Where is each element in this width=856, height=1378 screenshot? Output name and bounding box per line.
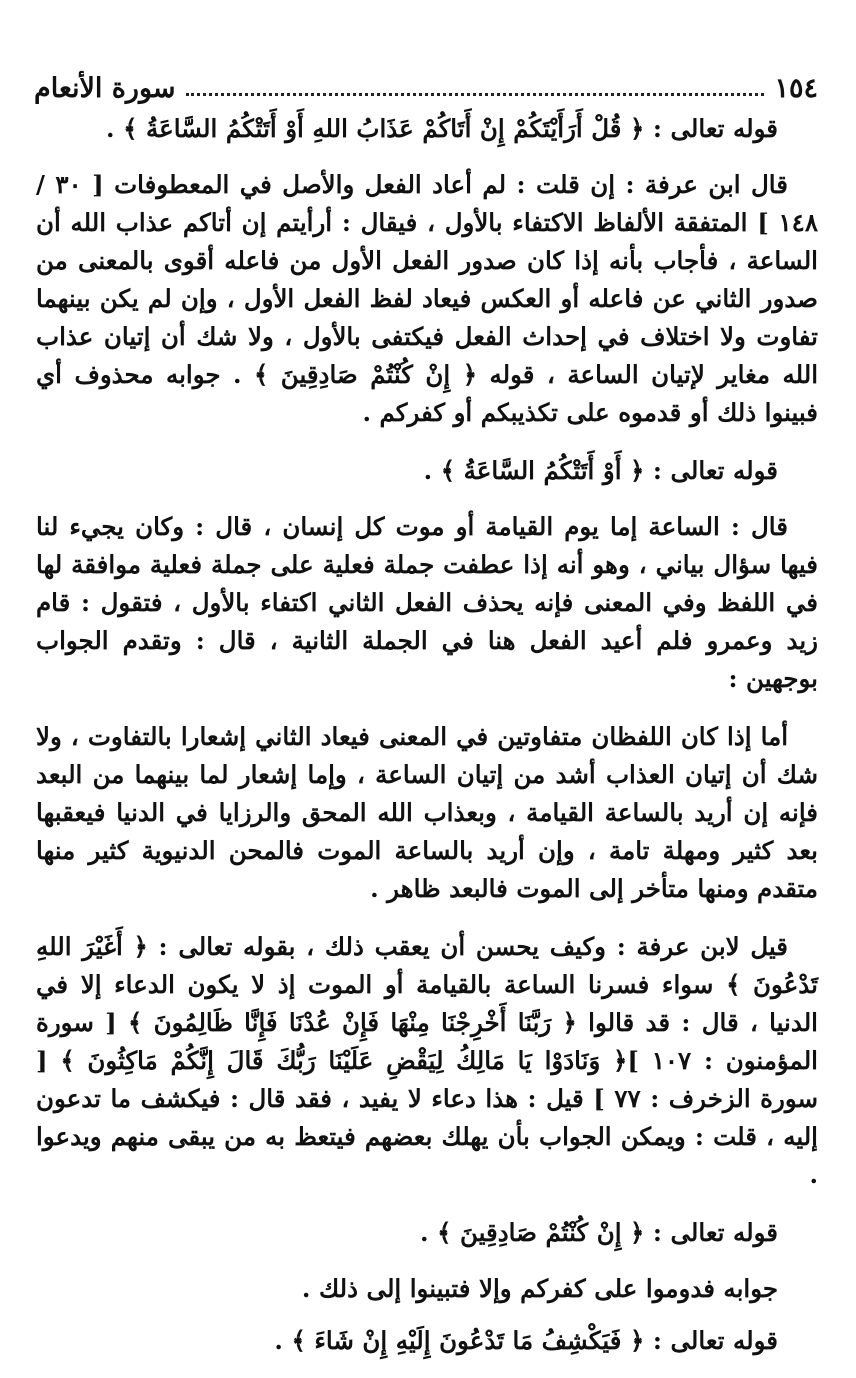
page-header xyxy=(34,66,818,110)
header-dotted-leader xyxy=(186,89,765,96)
verse-heading: قوله تعالى : ﴿ إِنْ كُنْتُمْ صَادِقِينَ ﴾ . xyxy=(420,1218,778,1247)
commentary-line: جوابه فدوموا على كفركم وإلا فتبينوا إلى ذلك . xyxy=(301,1274,778,1303)
surah-title: سورة الأنعام xyxy=(34,72,176,104)
commentary-paragraph: أما إذا كان اللفظان متفاوتين في المعنى فيعاد الثاني إشعارا بالتفاوت ، ولا شك أن إتيان العذاب أشد من إتيان الساعة ، وإما إشعار لما بينهما من البعد فإنه إن أريد بالساعة القيامة ، وبعذاب الله المحق والرزايا في الدنيا فيعقبها بعد كثير ومهلة تامة ، وإن أريد بالساعة الموت فالمحن الدنيوية كثير منها متقدم ومنها متأخر إلى الموت فالبعد ظاهر . xyxy=(36,722,818,903)
verse-heading: قوله تعالى : ﴿ أَوْ أَتَتْكُمُ السَّاعَةُ ﴾ . xyxy=(423,456,778,485)
verse-heading: قوله تعالى : ﴿ قُلْ أَرَأَيْتَكُمْ إِنْ أَتَاكُمْ عَذَابُ اللهِ أَوْ أَتَتْكُمُ السَّاعَةُ ﴾ . xyxy=(106,114,778,143)
commentary-paragraph: قال ابن عرفة : إن قلت : لم أعاد الفعل والأصل في المعطوفات [ ٣٠ / ١٤٨ ] المتفقة الألفاظ الاكتفاء بالأول ، فيقال : أرأيتم إن أتاكم عذاب الله أن الساعة ، فأجاب بأنه إذا كان صدور الفعل الأول من فاعله أقوى بالمعنى من صدور الثاني عن فاعله أو العكس فيعاد لفظ الفعل الأول ، وإن لم يكن بينهما تفاوت ولا اختلاف في إحداث الفعل فيكتفى بالأول ، ولا شك أن إتيان عذاب الله مغاير لإتيان الساعة ، قوله ﴿ إِنْ كُنْتُمْ صَادِقِينَ ﴾ . جوابه محذوف أي فبينوا ذلك أو قدموه على تكذيبكم أو كفركم . xyxy=(36,170,818,427)
verse-heading: قوله تعالى : ﴿ فَيَكْشِفُ مَا تَدْعُونَ إِلَيْهِ إِنْ شَاءَ ﴾ . xyxy=(274,1326,778,1355)
commentary-paragraph: قال : الساعة إما يوم القيامة أو موت كل إنسان ، قال : وكان يجيء لنا فيها سؤال بياني ، وهو أنه إذا عطفت جملة فعلية على جملة فعلية موافقة لها في اللفظ وفي المعنى فإنه يحذف الفعل الثاني اكتفاء بالأول ، فتقول : قام زيد وعمرو فلم أعيد الفعل هنا في الجملة الثانية ، قال : وتقدم الجواب بوجهين : xyxy=(36,512,818,693)
page-number: ١٥٤ xyxy=(774,72,818,104)
commentary-paragraph: قيل لابن عرفة : وكيف يحسن أن يعقب ذلك ، بقوله تعالى : ﴿ أَغَيْرَ اللهِ تَدْعُونَ ﴾ سواء فسرنا الساعة بالقيامة أو الموت إذ لا يكون الدعاء إلا في الدنيا ، قال : قد قالوا ﴿ رَبَّنَا أَخْرِجْنَا مِنْهَا فَإِنْ عُدْنَا فَإِنَّا ظَالِمُونَ ﴾ [ سورة المؤمنون : ١٠٧ ]﴿ وَنَادَوْا يَا مَالِكُ لِيَقْضِ عَلَيْنَا رَبُّكَ قَالَ إِنَّكُمْ مَاكِثُونَ ﴾ [ سورة الزخرف : ٧٧ ] قيل : هذا دعاء لا يفيد ، فقد قال : فيكشف ما تدعون إليه ، قلت : ويمكن الجواب بأن يهلك بعضهم فيتعظ به من يبقى منهم ويدعوا . xyxy=(36,932,819,1189)
page-body xyxy=(36,110,818,1378)
